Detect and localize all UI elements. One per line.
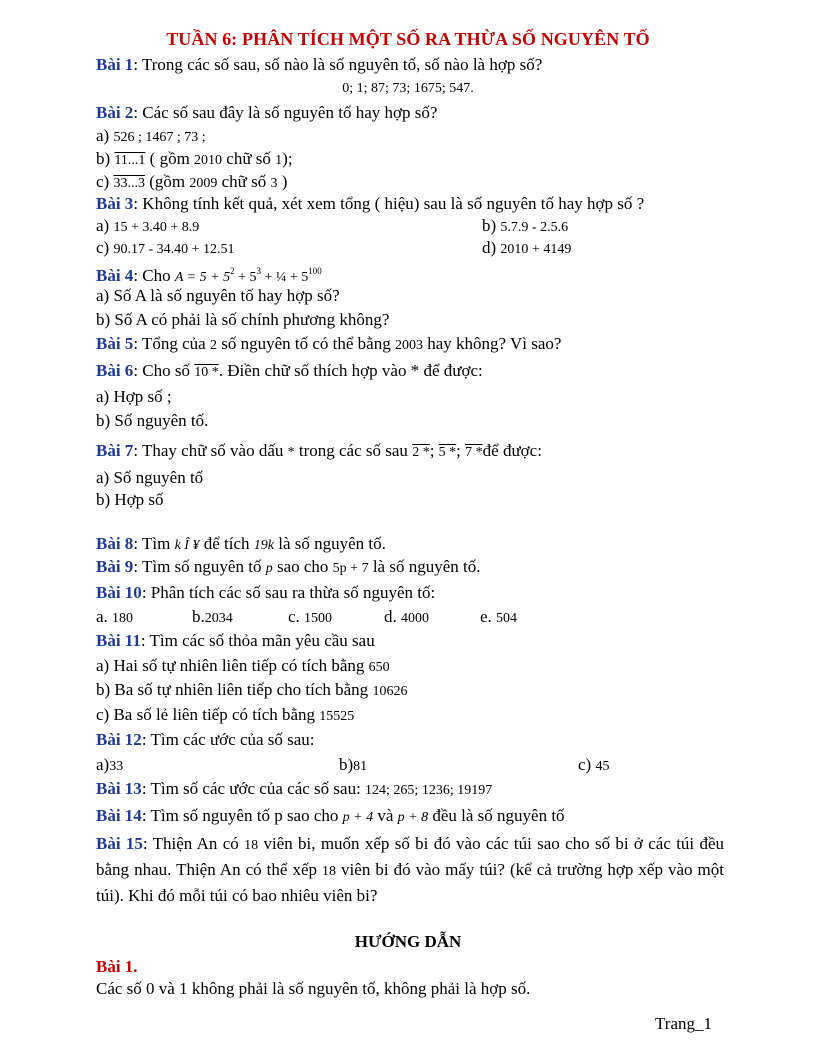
item-text: ( gồm — [145, 149, 195, 168]
exponent: 3 — [256, 266, 261, 276]
item-text: a) Hai số tự nhiên liên tiếp có tích bằng — [96, 656, 369, 675]
item-prefix: a) — [96, 126, 114, 145]
expression: 19k — [253, 538, 274, 553]
exercise-3 — [96, 193, 644, 215]
number: 1500 — [304, 611, 333, 626]
item-prefix: e. — [480, 607, 497, 626]
guide-heading: HƯỚNG DẪN — [354, 932, 462, 951]
exercise-8 — [96, 533, 386, 557]
number: 650 — [368, 660, 390, 675]
exercise-11-b — [96, 679, 407, 703]
expression-part: + ¼ + 5 — [260, 270, 309, 285]
exercise-4-a: a) Số A là số nguyên tố hay hợp số? — [96, 286, 340, 305]
exercise-text: . Điền chữ số thích hợp vào * để được: — [218, 361, 483, 380]
number: 18 — [322, 864, 337, 879]
exercise-11-c — [96, 704, 354, 728]
exercise-3-d — [482, 237, 571, 261]
overlined-number: 33...3 — [113, 176, 145, 191]
exercise-12-a — [96, 754, 123, 778]
exercise-label: Bài 11 — [96, 631, 141, 650]
number: 3 — [270, 176, 278, 191]
exercise-label: Bài 1 — [96, 55, 134, 74]
number: 33 — [109, 759, 124, 774]
exercise-text: : Tổng của — [133, 334, 210, 353]
exercise-14 — [96, 805, 565, 829]
exercise-4-b: b) Số A có phải là số chính phương không? — [96, 310, 390, 329]
exercise-text: : Tìm số các ước của các số sau: — [141, 779, 366, 798]
exercise-label: Bài 9 — [96, 557, 134, 576]
expression: 5p + 7 — [332, 561, 369, 576]
item-prefix: b. — [192, 607, 205, 626]
item-text: chữ số — [222, 149, 276, 168]
number: 2009 — [189, 176, 218, 191]
expression: 15 + 3.40 + 8.9 — [113, 220, 200, 235]
exercise-2-a — [96, 125, 206, 149]
number: 1 — [275, 153, 283, 168]
exercise-text: : Cho số — [133, 361, 195, 380]
exercise-10 — [96, 582, 435, 604]
number: 180 — [112, 611, 134, 626]
item-text: ) — [277, 172, 288, 191]
exercise-text: viên bi đó vào mấy túi? (kể cả trường hợp xếp vào một túi). Khi đó mỗi túi có bao nhiêu viên bi? — [96, 860, 724, 905]
overlined-number: 7 * — [465, 445, 483, 460]
number: 2 — [209, 338, 217, 353]
number-list: 526 ; 1467 ; 73 ; — [113, 130, 206, 145]
exercise-2-c — [96, 171, 287, 195]
guide-exercise-label: Bài 1. — [96, 957, 138, 976]
star-symbol: * — [287, 445, 295, 460]
expression: p + 8 — [397, 810, 429, 825]
exercise-11-a — [96, 655, 390, 679]
exercise-6-b: b) Số nguyên tố. — [96, 411, 209, 430]
exponent: 100 — [308, 266, 322, 276]
exercise-label: Bài 4 — [96, 266, 134, 285]
exercise-text: : Tìm số nguyên tố p sao cho — [141, 806, 343, 825]
exercise-text: viên bi, muốn xếp số bi đó vào các túi sao cho số bi ở các túi đều bằng nhau. Thiện An có thể xếp — [96, 834, 725, 879]
exercise-7-b: b) Hợp số — [96, 490, 164, 509]
exercise-label: Bài 10 — [96, 583, 142, 602]
exercise-text: : Tìm các số thỏa mãn yêu cầu sau — [140, 631, 375, 650]
item-prefix: c) — [96, 238, 114, 257]
item-prefix: a) — [96, 755, 110, 774]
exercise-label: Bài 12 — [96, 730, 142, 749]
exercise-12-c — [578, 754, 609, 778]
item-prefix: c) — [96, 172, 114, 191]
overlined-number: 5 * — [438, 445, 457, 460]
number: 504 — [496, 611, 518, 626]
exercise-2 — [96, 102, 437, 124]
exercise-text: : Trong các số sau, số nào là số nguyên tố, số nào là hợp số? — [133, 55, 543, 74]
exercise-label: Bài 13 — [96, 779, 142, 798]
number: 10626 — [372, 684, 408, 699]
exercise-label: Bài 15 — [96, 834, 143, 853]
item-text: (gồm — [144, 172, 190, 191]
item-prefix: b) — [482, 216, 501, 235]
number: 81 — [353, 759, 368, 774]
exercise-6 — [96, 360, 483, 384]
exercise-3-c — [96, 237, 235, 261]
exercise-text: : Cho — [133, 266, 175, 285]
exercise-text: số nguyên tố có thể bằng — [216, 334, 395, 353]
exercise-text: trong các số sau — [294, 441, 413, 460]
item-text: c) Ba số lẻ liên tiếp có tích bằng — [96, 705, 320, 724]
exercise-label: Bài 6 — [96, 361, 134, 380]
exercise-text: là số nguyên tố. — [368, 557, 481, 576]
item-text: b) Ba số tự nhiên liên tiếp cho tích bằng — [96, 680, 373, 699]
separator: ; — [456, 441, 466, 460]
exercise-label: Bài 2 — [96, 103, 134, 122]
exercise-13 — [96, 778, 492, 802]
exercise-text: đều là số nguyên tố — [428, 806, 565, 825]
exercise-5 — [96, 333, 561, 357]
page-number: Trang_1 — [655, 1014, 712, 1033]
exercise-text: : Phân tích các số sau ra thừa số nguyên tố: — [141, 583, 436, 602]
exercise-text: để tích — [199, 534, 254, 553]
item-prefix: b) — [339, 755, 354, 774]
exercise-1 — [96, 54, 542, 76]
exercise-10-d — [384, 606, 429, 630]
exercise-label: Bài 8 — [96, 534, 134, 553]
exercise-text: : Thay chữ số vào dấu — [133, 441, 288, 460]
number: 2010 — [194, 153, 223, 168]
expression: 2010 + 4149 — [500, 242, 572, 257]
exercise-7 — [96, 440, 542, 464]
exercise-text: : Tìm số nguyên tố — [133, 557, 266, 576]
item-text: ); — [282, 149, 293, 168]
number: 4000 — [401, 611, 429, 626]
exercise-3-a — [96, 215, 199, 239]
item-prefix: d) — [482, 238, 501, 257]
item-prefix: c. — [288, 607, 305, 626]
number: 2003 — [394, 338, 423, 353]
exercise-text: sao cho — [272, 557, 333, 576]
expression: 5.7.9 - 2.5.6 — [500, 220, 569, 235]
overlined-number: 2 * — [412, 445, 430, 460]
exercise-7-a: a) Số nguyên tố — [96, 468, 204, 487]
item-prefix: d. — [384, 607, 401, 626]
exercise-15 — [96, 832, 724, 908]
exercise-10-a — [96, 606, 133, 630]
exercise-text: : Không tính kết quả, xét xem tổng ( hiệu) sau là số nguyên tố hay hợp số ? — [133, 194, 645, 213]
number: 18 — [244, 838, 259, 853]
exercise-text: và — [373, 806, 398, 825]
exercise-label: Bài 5 — [96, 334, 134, 353]
exercise-text: : Thiện An có — [142, 834, 245, 853]
item-prefix: a) — [96, 216, 114, 235]
item-prefix: c) — [578, 755, 596, 774]
exercise-2-b — [96, 148, 293, 172]
exercise-12 — [96, 729, 315, 751]
separator: ; — [429, 441, 439, 460]
item-text: chữ số — [217, 172, 271, 191]
exercise-10-c — [288, 606, 332, 630]
exercise-text: để được: — [482, 441, 542, 460]
number: 45 — [595, 759, 610, 774]
expression-part: + 5 — [234, 270, 257, 285]
exercise-text: : Các số sau đây là số nguyên tố hay hợp số? — [133, 103, 438, 122]
exercise-9 — [96, 556, 480, 580]
exercise-label: Bài 14 — [96, 806, 142, 825]
number-list: 124; 265; 1236; 19197 — [365, 783, 493, 798]
condition: k Î ¥ — [174, 538, 200, 553]
exercise-10-b — [192, 606, 233, 630]
expression — [174, 266, 322, 285]
guide-exercise-text: Các số 0 và 1 không phải là số nguyên tố, không phải là hợp số. — [96, 979, 531, 998]
exercise-label: Bài 7 — [96, 441, 134, 460]
exercise-10-e — [480, 606, 517, 630]
exercise-text: : Tìm — [133, 534, 175, 553]
exercise-text: là số nguyên tố. — [273, 534, 386, 553]
variable: p — [265, 561, 273, 576]
expression: 90.17 - 34.40 + 12.51 — [113, 242, 235, 257]
item-prefix: b) — [96, 149, 115, 168]
exercise-12-b — [339, 754, 367, 778]
expression-part: A = 5 + 5 — [174, 270, 231, 285]
exercise-1-numbers: 0; 1; 87; 73; 1675; 547. — [342, 81, 474, 96]
exercise-3-b — [482, 215, 568, 239]
overlined-number: 11...1 — [114, 153, 146, 168]
overlined-number: 10 * — [194, 365, 219, 380]
exercise-label: Bài 3 — [96, 194, 134, 213]
page-title: TUẦN 6: PHÂN TÍCH MỘT SỐ RA THỪA SỐ NGUYÊN TỐ — [166, 29, 650, 49]
exercise-6-a: a) Hợp số ; — [96, 387, 172, 406]
exercise-text: hay không? Vì sao? — [422, 334, 562, 353]
exercise-text: : Tìm các ước của số sau: — [141, 730, 315, 749]
expression: p + 4 — [342, 810, 374, 825]
number: 15525 — [319, 709, 355, 724]
number: 2034 — [204, 611, 233, 626]
exercise-11 — [96, 630, 375, 652]
exponent: 2 — [230, 266, 235, 276]
item-prefix: a. — [96, 607, 113, 626]
